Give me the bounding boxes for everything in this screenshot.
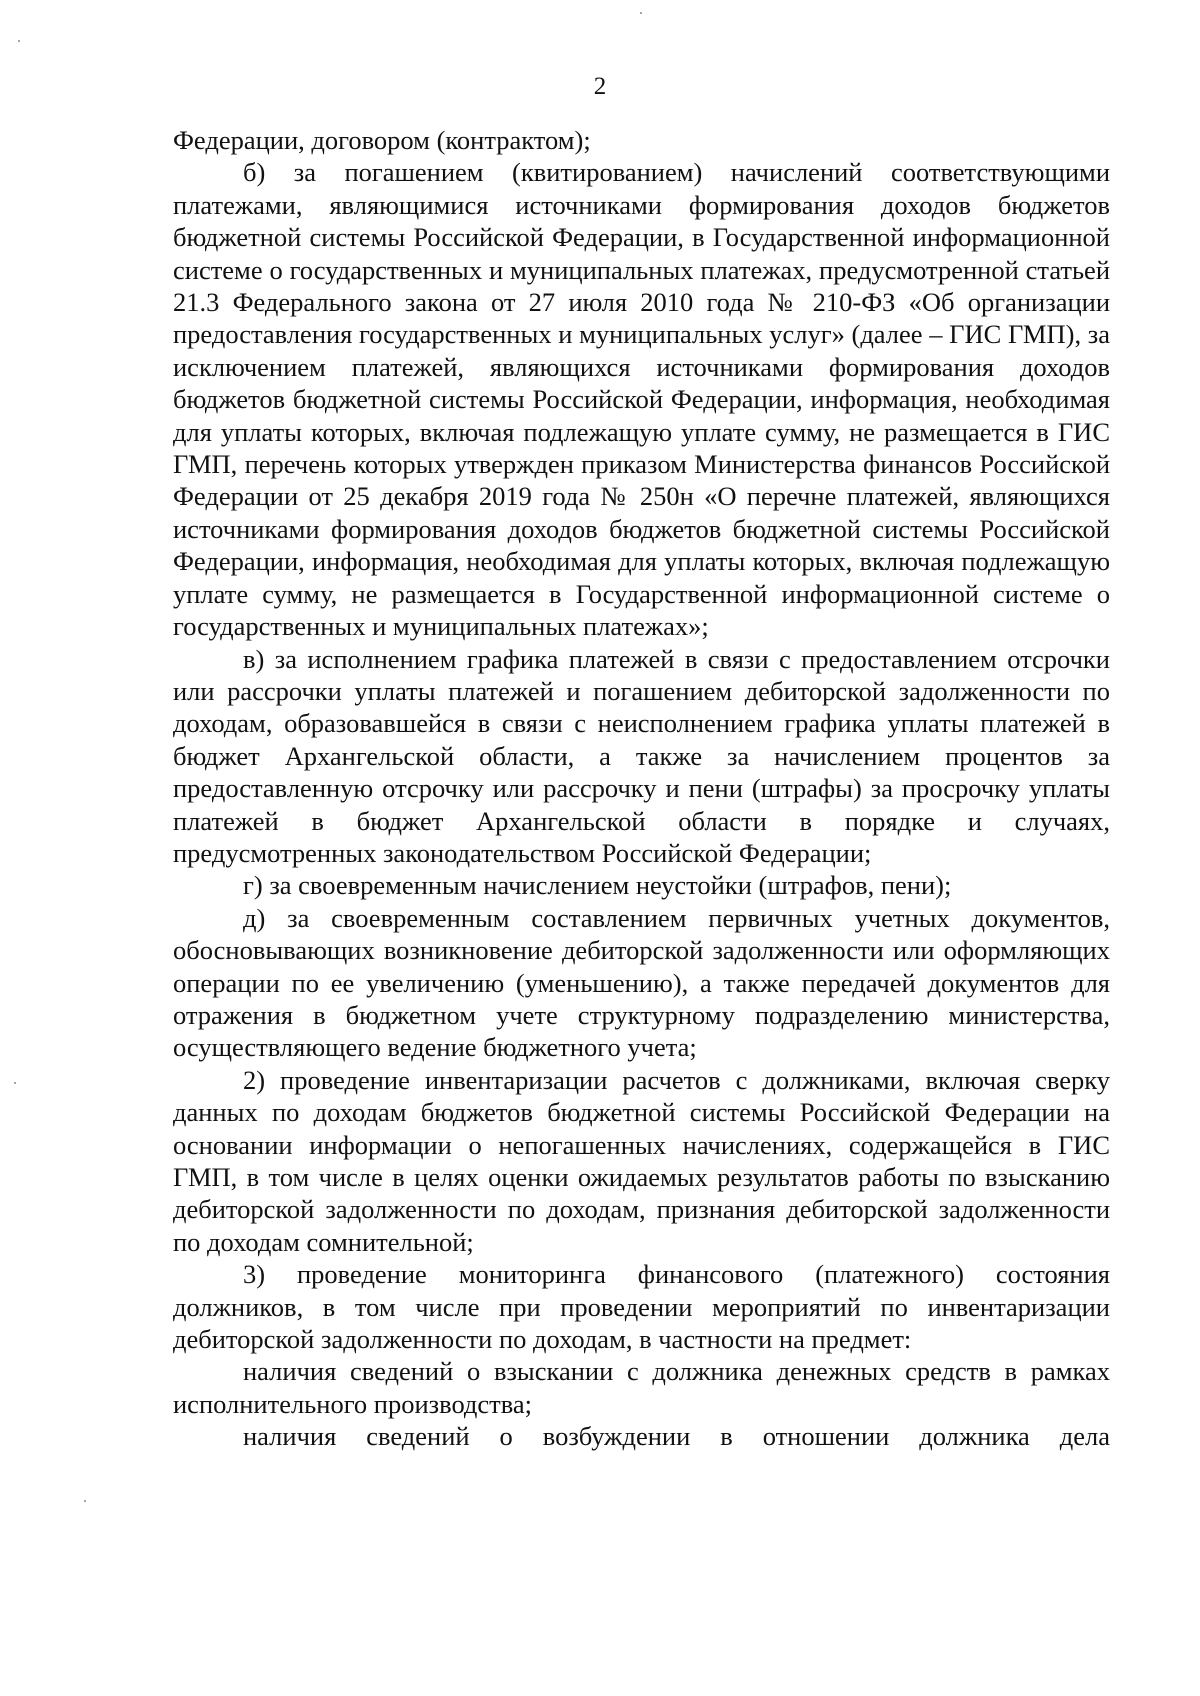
scan-speck	[640, 12, 642, 14]
paragraph-item-b: б) за погашением (квитированием) начислений соответствующими платежами, являющимися источниками формирования доходов бюджетов бюджетной системы Российской Федерации, в Государственной информационной системе о государственных и муниципальных платежах, предусмотренной статьей 21.3 Федерального закона от 27 июля 2010 года № 210-ФЗ «Об организации предоставления государственных и муниципальных услуг» (далее – ГИС ГМП), за исключением платежей, являющихся источниками формирования доходов бюджетов бюджетной системы Российской Федерации, информация, необходимая для уплаты которых, включая подлежащую уплате сумму, не размещается в ГИС ГМП, перечень которых утвержден приказом Министерства финансов Российской Федерации от 25 декабря 2019 года № 250н «О перечне платежей, являющихся источниками формирования доходов бюджетов бюджетной системы Российской Федерации, информация, необходимая для уплаты которых, включая подлежащую уплате сумму, не размещается в Государственной информационной системе о государственных и муниципальных платежах»;	[173, 157, 1110, 642]
paragraph-item-3: 3) проведение мониторинга финансового (платежного) состояния должников, в том числе при проведении мероприятий по инвентаризации дебиторской задолженности по доходам, в частности на предмет:	[173, 1259, 1110, 1355]
scan-speck	[18, 40, 20, 42]
paragraph-case-info: наличия сведений о возбуждении в отношении должника дела	[243, 1421, 1110, 1452]
scan-speck	[84, 1500, 86, 1502]
page-number: 2	[593, 73, 607, 100]
paragraph-item-d: д) за своевременным составлением первичных учетных документов, обосновывающих возникновение дебиторской задолженности или оформляющих операции по ее увеличению (уменьшению), а также передачей документов для отражения в бюджетном учете структурному подразделению министерства, осуществляющего ведение бюджетного учета;	[173, 902, 1110, 1063]
scan-speck	[14, 1082, 16, 1084]
paragraph-continuation: Федерации, договором (контрактом);	[173, 125, 591, 155]
document-body	[173, 124, 1110, 1453]
paragraph-item-2: 2) проведение инвентаризации расчетов с должниками, включая сверку данных по доходам бюджетов бюджетной системы Российской Федерации на основании информации о непогашенных начислениях, содержащейся в ГИС ГМП, в том числе в целях оценки ожидаемых результатов работы по взысканию дебиторской задолженности по доходам, признания дебиторской задолженности по доходам сомнительной;	[173, 1064, 1110, 1257]
paragraph-enforcement-info: наличия сведений о взыскании с должника денежных средств в рамках исполнительного производства;	[173, 1356, 1110, 1419]
paragraph-item-g: г) за своевременным начислением неустойки (штрафов, пени);	[243, 870, 952, 901]
paragraph-item-v: в) за исполнением графика платежей в связи с предоставлением отсрочки или рассрочки уплаты платежей и погашением дебиторской задолженности по доходам, образовавшейся в связи с неисполнением графика уплаты платежей в бюджет Архангельской области, а также за начислением процентов за предоставленную отсрочку или рассрочку и пени (штрафы) за просрочку уплаты платежей в бюджет Архангельской области в порядке и случаях, предусмотренных законодательством Российской Федерации;	[173, 643, 1110, 868]
